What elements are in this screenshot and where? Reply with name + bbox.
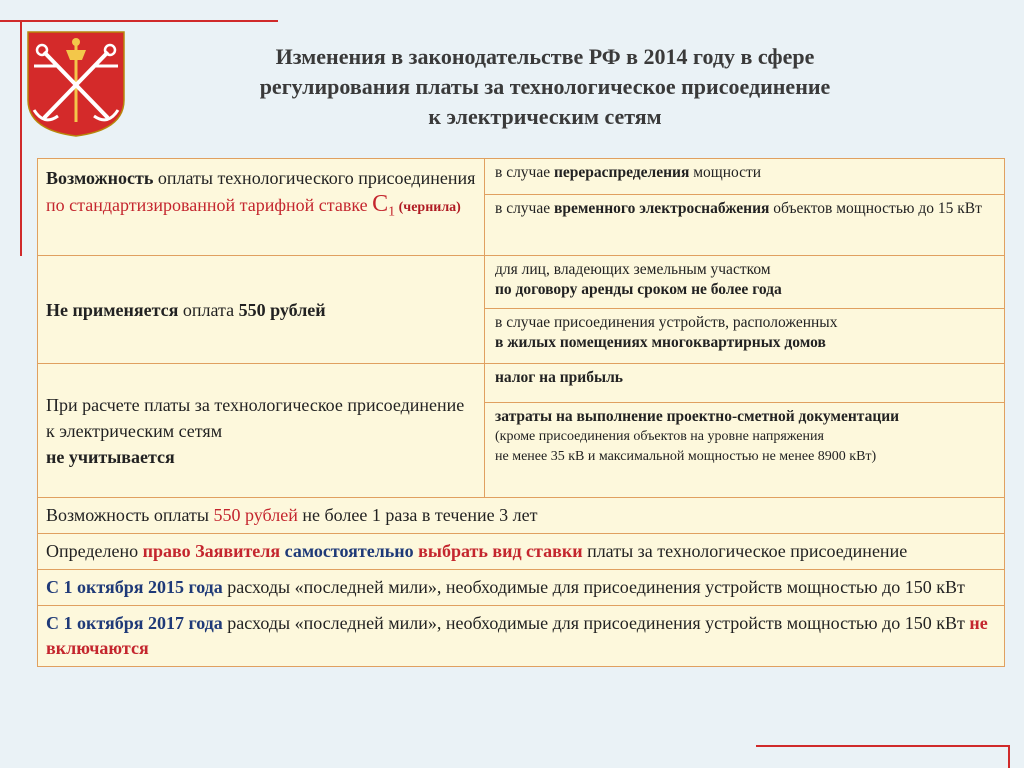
table-row bbox=[38, 256, 1005, 309]
cell-payment-possibility: Возможность оплаты технологического присоединения по стандартизированной тарифной ставке $C_1$ (чернила) bbox=[38, 159, 485, 256]
table-row bbox=[38, 606, 1005, 667]
table-row bbox=[38, 570, 1005, 606]
cell-applicant-right: Определено право Заявителя самостоятельно выбрать вид ставки платы за технологическое присоединение bbox=[38, 534, 1005, 570]
table-row bbox=[38, 159, 1005, 195]
changes-table bbox=[37, 158, 1005, 667]
decor-line-bottom bbox=[756, 745, 1010, 747]
table-row bbox=[38, 364, 1005, 403]
cell-profit-tax: налог на прибыль bbox=[485, 364, 1005, 403]
cell-2015: С 1 октября 2015 года расходы «последней мили», необходимые для присоединения устройств мощностью до 150 кВт bbox=[38, 570, 1005, 606]
table-row bbox=[38, 534, 1005, 570]
cell-redistribution: в случае перераспределения мощности bbox=[485, 159, 1005, 195]
cell-temporary-supply: в случае временного электроснабжения объектов мощностью до 15 кВт bbox=[485, 195, 1005, 256]
page-title: Изменения в законодательстве РФ в 2014 году в сфере регулирования платы за технологическое присоединение к электрическим сетям bbox=[259, 44, 831, 129]
coat-of-arms-icon bbox=[26, 30, 126, 138]
cell-not-accounted: При расчете платы за технологическое присоединение к электрическим сетям не учитывается bbox=[38, 364, 485, 498]
cell-land-lease: для лиц, владеющих земельным участком по договору аренды сроком не более года bbox=[485, 256, 1005, 309]
cell-2017: С 1 октября 2017 года расходы «последней мили», необходимые для присоединения устройств мощностью до 150 кВт не включаются bbox=[38, 606, 1005, 667]
cell-not-applied: Не применяется оплата 550 рублей bbox=[38, 256, 485, 364]
decor-line-left bbox=[20, 20, 22, 256]
decor-line-right bbox=[1008, 745, 1010, 768]
decor-line-top bbox=[0, 20, 278, 22]
cell-payment-550: Возможность оплаты 550 рублей не более 1 раза в течение 3 лет bbox=[38, 498, 1005, 534]
table-row bbox=[38, 498, 1005, 534]
cell-design-costs: затраты на выполнение проектно-сметной документации (кроме присоединения объектов на уровне напряжения не менее 35 кВ и максимальной мощностью не менее 8900 кВт) bbox=[485, 403, 1005, 498]
cell-apartments: в случае присоединения устройств, расположенных в жилых помещениях многоквартирных домов bbox=[485, 309, 1005, 364]
